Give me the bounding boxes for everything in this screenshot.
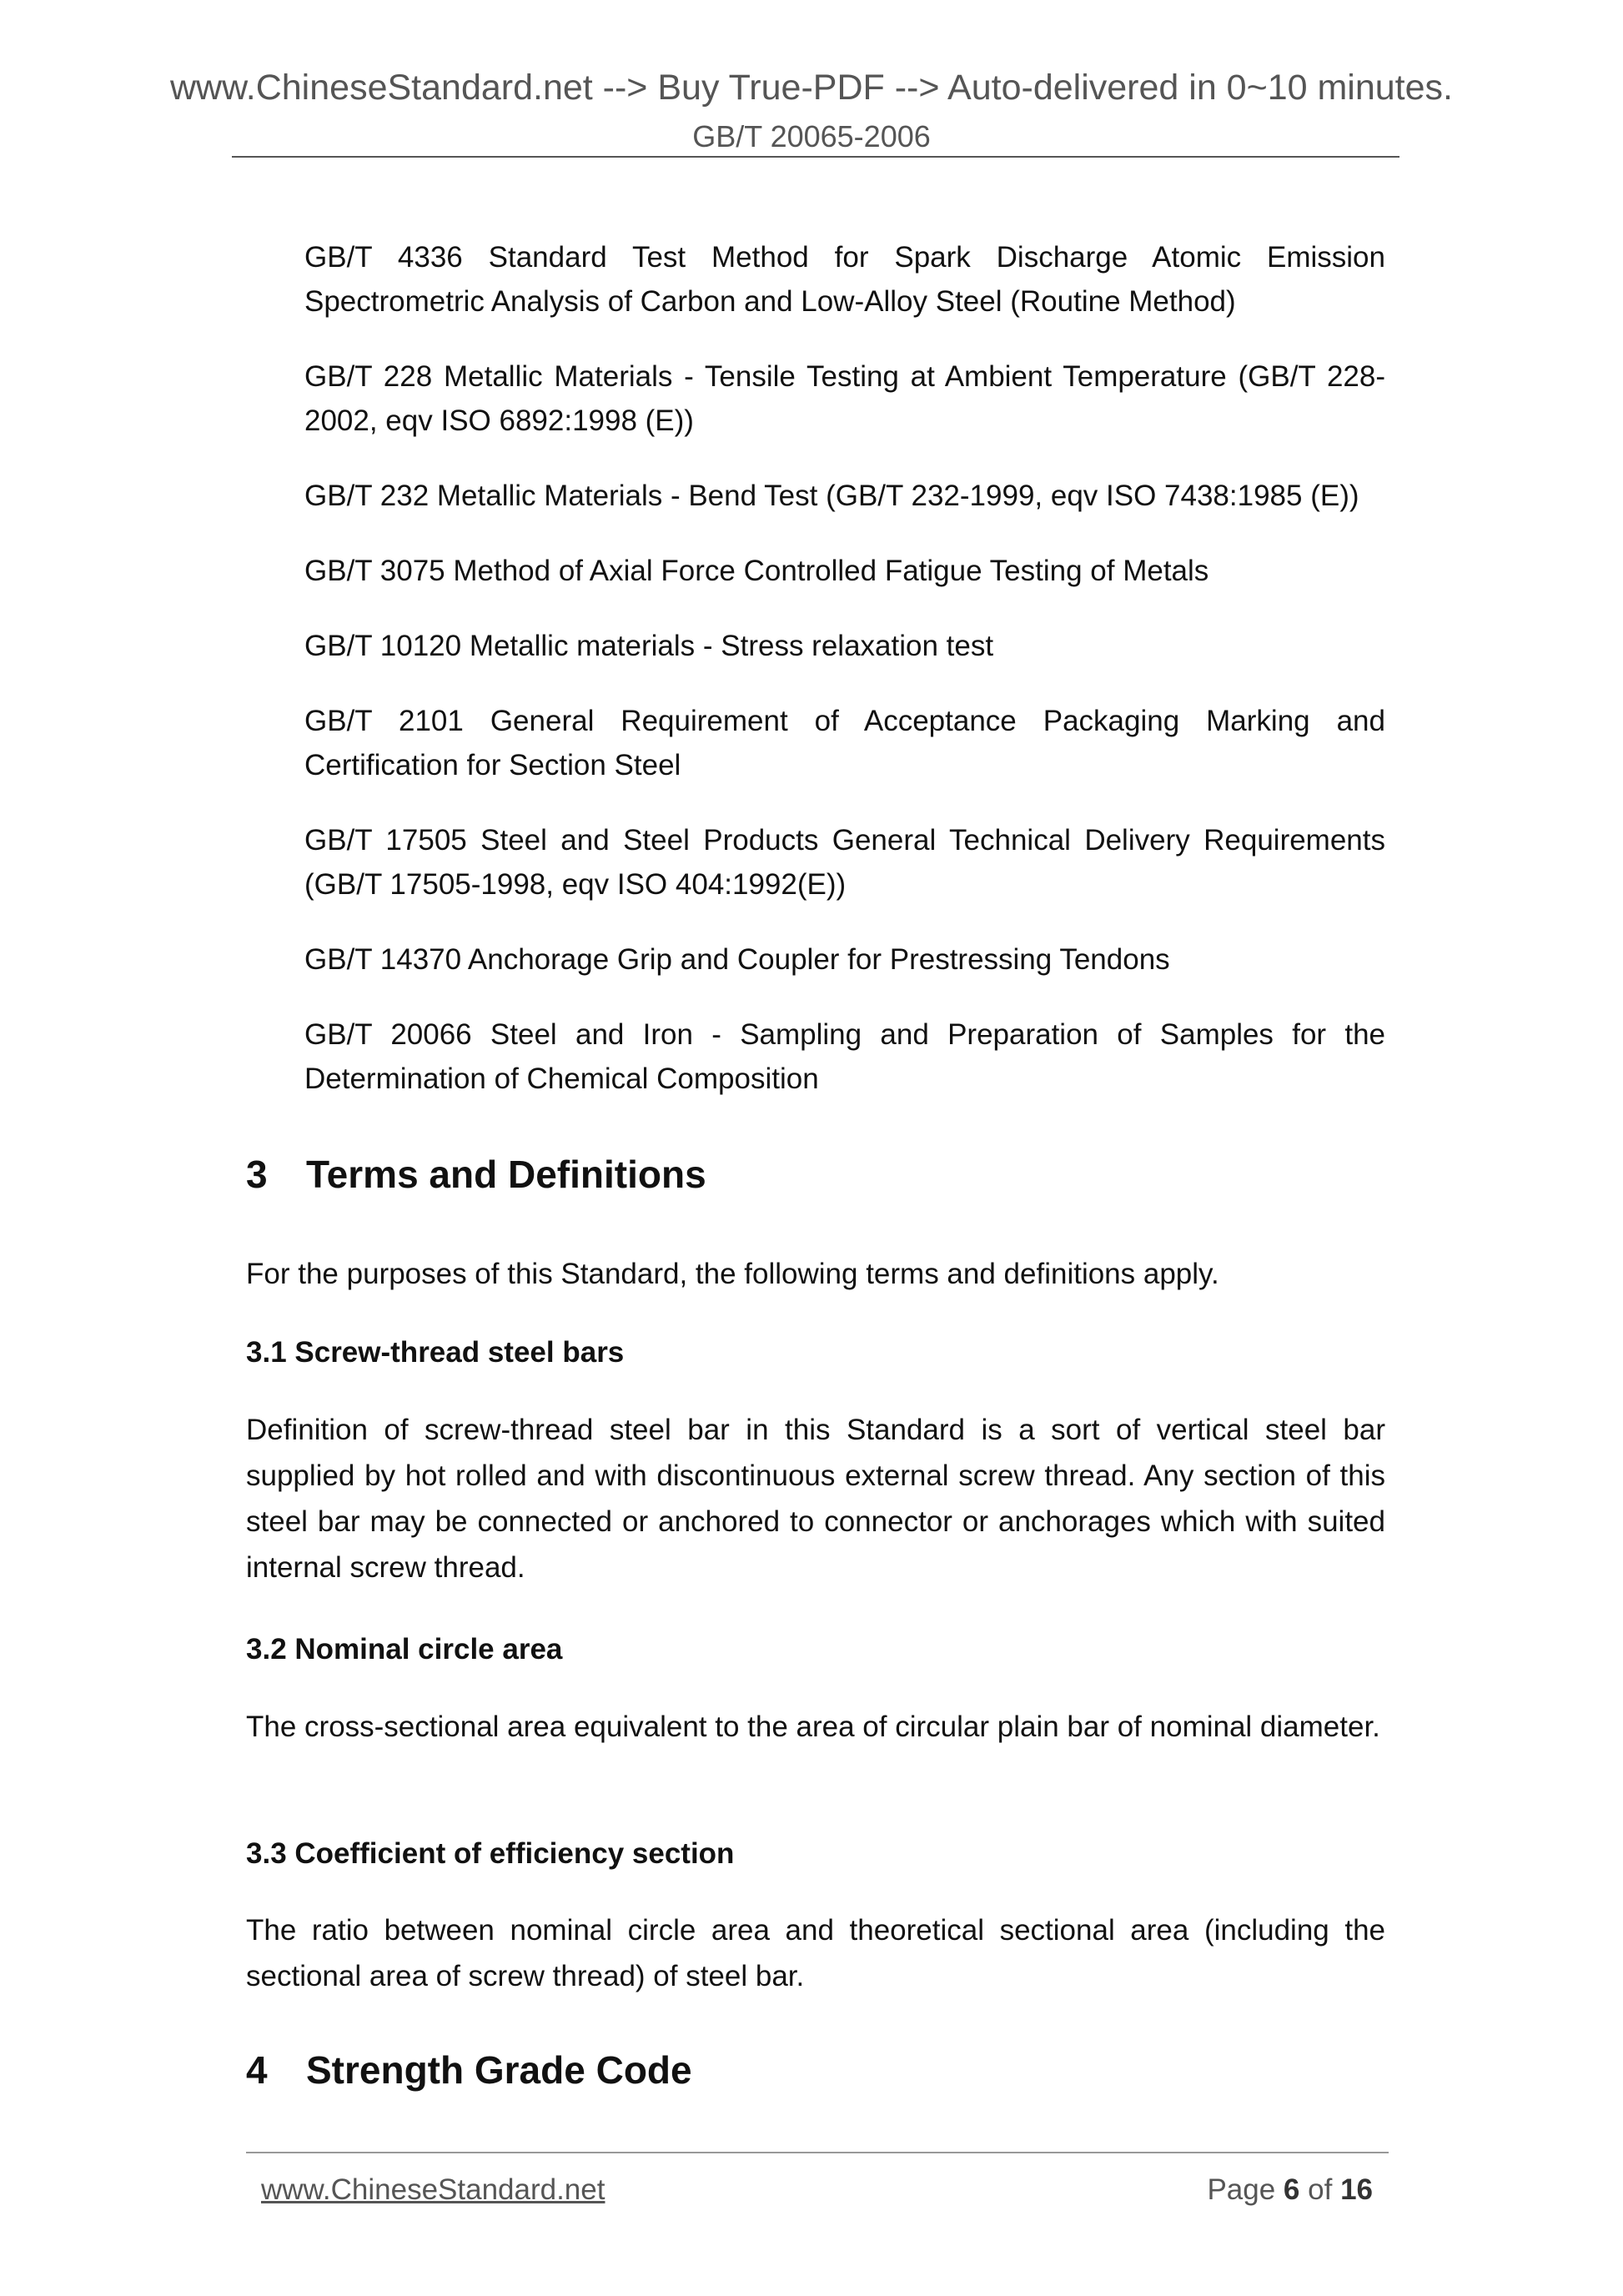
term-3-3-heading: 3.3 Coefficient of efficiency section	[246, 1837, 735, 1870]
standard-code: GB/T 20065-2006	[692, 119, 931, 153]
reference-item: GB/T 17505 Steel and Steel Products General Technical Delivery Requirements (GB/T 17505-1998, eqv ISO 404:1992(E))	[304, 824, 1385, 901]
section-4-heading	[246, 2045, 692, 2095]
reference-item: GB/T 20066 Steel and Iron - Sampling and Preparation of Samples for the Determination of Chemical Composition	[304, 1018, 1385, 1095]
term-3-3-definition: The ratio between nominal circle area and theoretical sectional area (including the sectional area of screw thread) of steel bar.	[246, 1914, 1385, 1992]
section-4-title: Strength Grade Code	[306, 2048, 692, 2092]
term-3-1-heading: 3.1 Screw-thread steel bars	[246, 1336, 625, 1369]
reference-item: GB/T 3075 Method of Axial Force Controlled Fatigue Testing of Metals	[304, 555, 1209, 587]
reference-item: GB/T 10120 Metallic materials - Stress relaxation test	[304, 630, 994, 662]
header-divider	[232, 156, 1399, 158]
section-3-number: 3	[246, 1153, 268, 1196]
section-3-intro: For the purposes of this Standard, the following terms and definitions apply.	[246, 1258, 1219, 1290]
page-of: of	[1308, 2173, 1333, 2206]
page-current: 6	[1283, 2173, 1300, 2206]
normative-references-list	[304, 235, 1385, 1132]
header-banner: www.ChineseStandard.net --> Buy True-PDF --> Auto-delivered in 0~10 minutes.	[169, 68, 1453, 108]
reference-item: GB/T 14370 Anchorage Grip and Coupler for Prestressing Tendons	[304, 943, 1170, 976]
page-indicator	[1207, 2171, 1373, 2209]
footer-divider	[246, 2152, 1389, 2153]
term-3-1-definition: Definition of screw-thread steel bar in this Standard is a sort of vertical steel bar supplied by hot rolled and with discontinuous external screw thread. Any section of this steel bar may be connected or anchored to connector or anchorages which with suited internal screw thread.	[246, 1414, 1385, 1584]
page-total: 16	[1340, 2173, 1373, 2206]
section-3-title: Terms and Definitions	[306, 1153, 706, 1196]
reference-item: GB/T 232 Metallic Materials - Bend Test (GB/T 232-1999, eqv ISO 7438:1985 (E))	[304, 480, 1359, 512]
term-3-2-heading: 3.2 Nominal circle area	[246, 1633, 563, 1665]
term-3-2-definition: The cross-sectional area equivalent to the area of circular plain bar of nominal diameter.	[246, 1711, 1380, 1743]
section-3-heading	[246, 1149, 706, 1199]
page-word: Page	[1207, 2173, 1276, 2206]
footer-website-link[interactable]: www.ChineseStandard.net	[261, 2173, 605, 2206]
section-4-number: 4	[246, 2048, 268, 2092]
reference-item: GB/T 228 Metallic Materials - Tensile Testing at Ambient Temperature (GB/T 228-2002, eqv ISO 6892:1998 (E))	[304, 360, 1385, 437]
reference-item: GB/T 2101 General Requirement of Acceptance Packaging Marking and Certification for Section Steel	[304, 705, 1385, 781]
reference-item: GB/T 4336 Standard Test Method for Spark Discharge Atomic Emission Spectrometric Analysis of Carbon and Low-Alloy Steel (Routine Method)	[304, 241, 1385, 318]
